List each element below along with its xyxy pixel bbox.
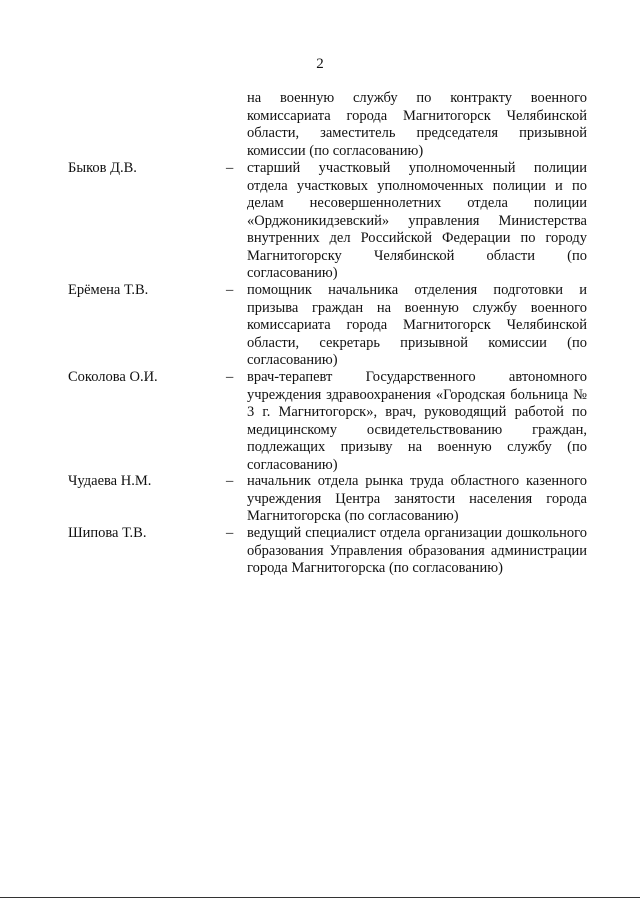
dash-separator: – <box>226 160 234 176</box>
member-description: помощник начальника отделения подготовки и призыва граждан на военную службу военного комиссариата города Магнитогорск Челябинской области, секретарь призывной комиссии (по согласованию) <box>247 282 587 368</box>
member-name: Шипова Т.В. <box>68 525 147 541</box>
member-name: Быков Д.В. <box>68 160 137 176</box>
dash-separator: – <box>226 473 234 489</box>
page-bottom-rule <box>0 897 640 898</box>
dash-separator: – <box>226 525 234 541</box>
member-description: старший участковый уполномоченный полиции отдела участковых уполномоченных полиции и по делам несовершеннолетних отдела полиции «Орджоникидзевский» управления Министерства внутренних дел Российской Федерации по городу Магнитогорску Челябинской области (по согласованию) <box>247 160 587 281</box>
dash-separator: – <box>226 369 234 385</box>
member-description: врач-терапевт Государственного автономного учреждения здравоохранения «Городская больница № 3 г. Магнитогорск», врач, руководящий работой по медицинскому освидетельствованию граждан, подлежащих призыву на военную службу (по согласованию) <box>247 369 587 473</box>
member-description: на военную службу по контракту военного комиссариата города Магнитогорск Челябинской области, заместитель председателя призывной комиссии (по согласованию) <box>247 90 587 159</box>
member-name: Чудаева Н.М. <box>68 473 152 489</box>
member-description: начальник отдела рынка труда областного казенного учреждения Центра занятости населения города Магнитогорска (по согласованию) <box>247 473 587 524</box>
member-name: Соколова О.И. <box>68 369 158 385</box>
member-name: Ерёмена Т.В. <box>68 282 149 298</box>
member-description: ведущий специалист отдела организации дошкольного образования Управления образования администрации города Магнитогорска (по согласованию) <box>247 525 587 576</box>
dash-separator: – <box>226 282 234 298</box>
page-number: 2 <box>316 56 324 72</box>
